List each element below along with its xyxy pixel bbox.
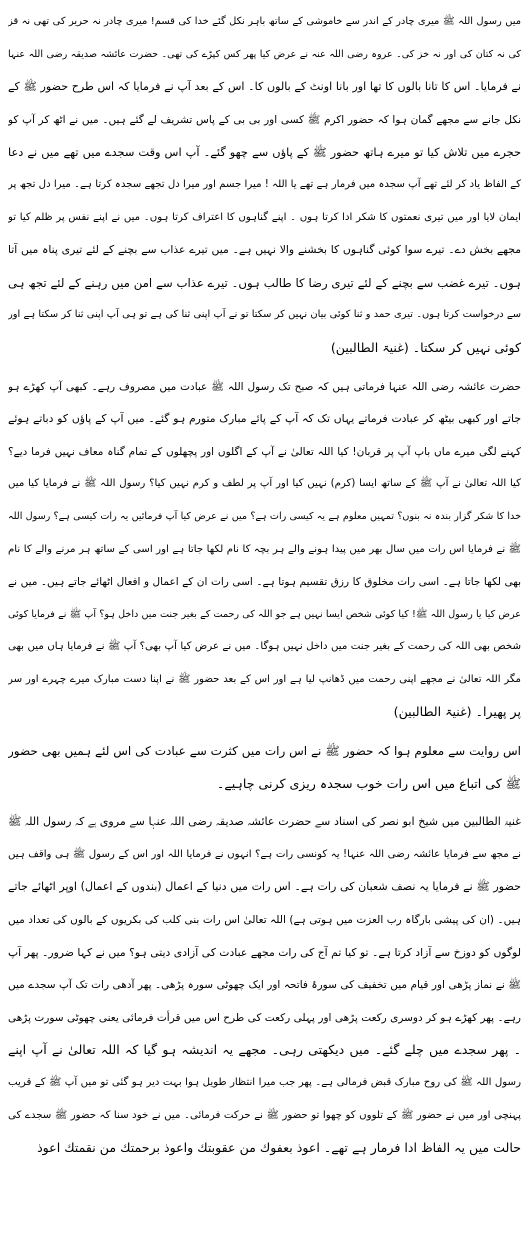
text-line: شخص بھی اللہ کی رحمت کے بغیر جنت میں داخل نہیں ہوگا۔ میں نے عرض کیا آپ بھی؟ آپ ﷺ نے فرمایا ہاں میں بھی bbox=[8, 641, 521, 653]
text-line: عرض کیا یا رسول اللہ ﷺ! کیا کوئی شخص ایسا نہیں ہے جو اللہ کی رحمت کے بغیر جنت میں داخل ہو؟ آپ ﷺ نے فرمایا کوئی bbox=[8, 608, 521, 620]
text-line: کی نہ کتان کی اور نہ خز کی۔ عروہ رضی اللہ عنہ نے عرض کیا پھر کس کپڑے کی تھی۔ حضرت عائشہ صدیقہ رضی اللہ عنہا bbox=[8, 48, 521, 60]
text-line: حجرے میں تلاش کیا تو میرے ہاتھ حضور ﷺ کے پاؤں سے چھو گئے۔ آپ اس وقت سجدے میں تھے میں نے دعا bbox=[8, 145, 521, 160]
text-line: نے مجھ سے فرمایا عائشہ رضی اللہ عنہا! یہ کونسی رات ہے؟ انہوں نے فرمایا اللہ اور اس کے رسول ﷺ ہی واقف ہیں bbox=[8, 848, 521, 860]
text-line: نے فرمایا۔ اس کا تانا بالوں کا تھا اور بانا اونٹ کے بالوں کا۔ اس کے بعد آپ نے فرمایا کہ اس طرح حضور ﷺ کے bbox=[8, 80, 521, 94]
text-line: بھی لکھا جاتا ہے۔ اسی رات مخلوق کا رزق تقسیم ہوتا ہے۔ اسی رات ان کے اعمال و افعال اٹھائے جاتے ہیں۔ میں نے bbox=[8, 576, 521, 589]
text-line: جاتے اور کبھی بیٹھ کر عبادت فرماتے یہاں تک کہ آپ کے پائے مبارک متورم ہو گئے۔ میں آپ کے پاؤں کو دباتے ہوئے bbox=[8, 412, 521, 426]
paragraph bbox=[8, 6, 521, 365]
text-line: ﷺ نے نماز پڑھی اور قیام میں تخفیف کی سورۂ فاتحہ اور ایک چھوٹی سورہ پڑھی۔ پھر آدھی رات تک آپ سجدے میں bbox=[8, 979, 521, 992]
text-line: ۔ پھر سجدے میں چلے گئے۔ میں دیکھتی رہی۔ مجھے یہ اندیشہ ہو گیا کہ اللہ تعالیٰ نے آپ اپنے bbox=[8, 1042, 521, 1058]
text-line: ﷺ کی اتباع میں اس رات خوب سجدہ ریزی کرنی چاہیے۔ bbox=[216, 775, 521, 791]
text-line: کوئی نہیں کر سکتا۔ (غنیۃ الطالبین) bbox=[330, 339, 521, 355]
text-line: رہے۔ پھر کھڑے ہو کر دوسری رکعت پڑھی اور پہلی رکعت کی طرح اس میں قرأت فرمائی یعنی چھوٹی سورت پڑھی bbox=[8, 1011, 521, 1024]
text-line: ﷺ نے فرمایا اس رات میں سال بھر میں پیدا ہونے والے ہر بچہ کا نام لکھا جاتا ہے اور اسی کے ساتھ ہر مرنے والے کا نام bbox=[8, 543, 521, 555]
text-line: مگر اللہ تعالیٰ نے مجھے اپنی رحمت میں ڈھانپ لیا ہے اور اس کے بعد حضور ﷺ نے اپنا دست مبارک میرے چہرے اور سر bbox=[8, 673, 521, 685]
text-line: پر پھیرا۔ (غنیۃ الطالبین) bbox=[393, 704, 521, 720]
paragraph bbox=[8, 371, 521, 730]
text-line: لوگوں کو دوزخ سے آزاد کرتا ہے۔ تو کیا تم آج کی رات مجھے عبادت کی آزادی دیتی ہو؟ میں نے کہا ضرور۔ پھر آپ bbox=[8, 945, 521, 959]
text-line: سے درخواست کرتا ہوں۔ تیری حمد و ثنا کوئی بیان نہیں کر سکتا تو نے آپ اپنی ثنا کی ہے تو ہی آپ اپنی ثنا کر سکتا ہے اور bbox=[8, 309, 521, 321]
text-line: اس روایت سے معلوم ہوا کہ حضور ﷺ نے اس رات میں کثرت سے عبادت کی اس لئے ہمیں بھی حضور bbox=[8, 744, 521, 759]
text-line: حضرت عائشہ رضی اللہ عنہا فرماتی ہیں کہ صبح تک رسول اللہ ﷺ عبادت میں مصروف رہے۔ کبھی آپ کھڑے ہو bbox=[8, 380, 521, 393]
text-line: خدا کا شکر گزار بندہ نہ بنوں؟ تمہیں معلوم ہے یہ کیسی رات ہے؟ میں نے عرض کیا آپ فرمائیں یہ رات کیسی ہے؟ رسول اللہ bbox=[8, 510, 521, 522]
text-line: حالت میں یہ الفاظ ادا فرمار ہے تھے۔ اعوذ بعفوك من عقوبتك واعوذ برحمتك من نقمتك اعوذ bbox=[37, 1140, 521, 1156]
text-line: کیا اللہ تعالیٰ نے آپ ﷺ کے ساتھ ایسا (کرم) نہیں کیا اور آپ پر لطف و کرم نہیں کیا؟ رسول اللہ ﷺ نے فرمایا کیا میں bbox=[8, 478, 521, 490]
paragraph bbox=[8, 735, 521, 800]
text-line: پہنچی اور میں نے حضور ﷺ کے تلووں کو چھوا تو حضور ﷺ نے حرکت فرمائی۔ میں نے خود سنا کہ حضور ﷺ سجدے کی bbox=[8, 1109, 521, 1121]
text-line: رسول اللہ ﷺ کی روح مبارک قبض فرمالی ہے۔ پھر جب میرا انتظار طویل ہوا بہت دیر ہو گئی تو میں آپ ﷺ کے قریب bbox=[8, 1077, 521, 1088]
text-line: غنیۃ الطالبین میں شیخ ابو نصر کی اسناد سے حضرت عائشہ صدیقہ رضی اللہ عنہا سے مروی ہے کہ رسول اللہ ﷺ bbox=[8, 815, 521, 829]
text-line: ہوں۔ تیرے غضب سے بچنے کے لئے تیری رضا کا طالب ہوں۔ تیرے عذاب سے امن میں رہنے کے لئے تجھ ہی bbox=[8, 275, 521, 290]
text-line: مجھے بخش دے۔ تیرے سوا کوئی گناہوں کا بخشنے والا نہیں ہے۔ میں تیرے عذاب سے بچنے کے لئے تیری پناہ میں آتا bbox=[8, 243, 521, 257]
text-line: ایمان لایا اور میں تیری نعمتوں کا شکر ادا کرتا ہوں ۔ اپنے گناہوں کا اعتراف کرتا ہوں۔ میں نے اپنے نفس پر ظلم کیا تو bbox=[8, 211, 521, 223]
paragraph bbox=[8, 806, 521, 1165]
text-line: نکل جانے سے مجھے گمان ہوا کہ حضور اکرم ﷺ کسی اور بی بی کے پاس تشریف لے گئے ہیں۔ میں نے اٹھ کر آپ کو bbox=[8, 113, 521, 126]
text-line: کہنے لگی میرے ماں باپ آپ پر قربان! کیا اللہ تعالیٰ نے آپ کے اگلوں اور پچھلوں کے تمام گناہ معاف نہیں فرما دیے؟ bbox=[8, 445, 521, 458]
text-line: ہیں۔ (ان کی پیشی بارگاہ رب العزت میں ہوتی ہے) اللہ تعالیٰ اس رات بنی کلب کی بکریوں کے بالوں کی تعداد میں bbox=[8, 914, 521, 927]
text-line: کے الفاظ یاد کر لئے تھے آپ سجدہ میں فرمار ہے تھے یا اللہ ! میرا جسم اور میرا دل تجھے سجدہ کرتا ہے۔ میرا دل تجھ پر bbox=[8, 178, 521, 190]
text-line: حضور ﷺ نے فرمایا یہ نصف شعبان کی رات ہے۔ اس رات میں دنیا کے اعمال (بندوں کے اعمال) اوپر اٹھائے جاتے bbox=[8, 880, 521, 894]
text-line: میں رسول اللہ ﷺ میری چادر کے اندر سے خاموشی کے ساتھ باہر نکل گئے خدا کی قسم! میری چادر نہ حریر کی تھی نہ قز bbox=[8, 16, 521, 27]
